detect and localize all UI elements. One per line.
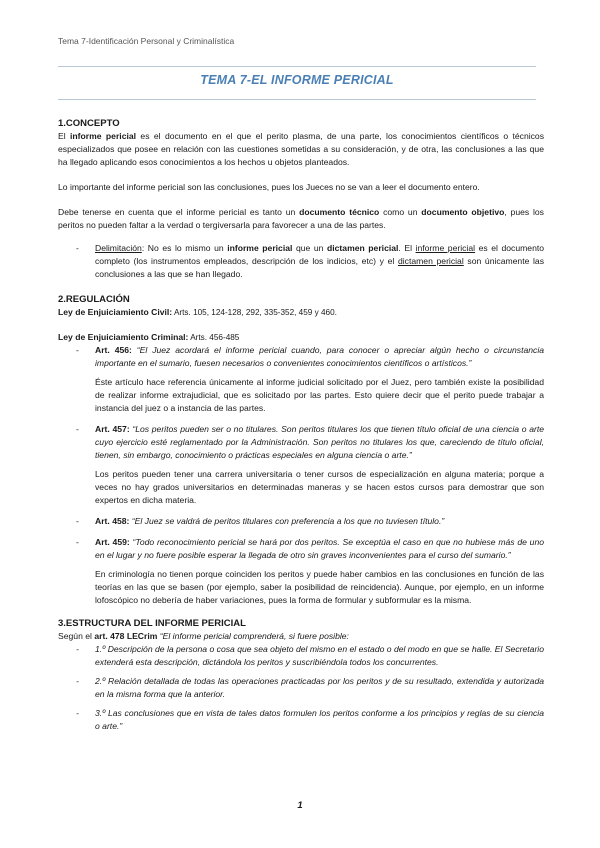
- paragraph-conclusions: Lo importante del informe pericial son las conclusiones, pues los Jueces no se van a leer el documento entero.: [58, 182, 480, 192]
- section-heading-estructura: 3.ESTRUCTURA DEL INFORME PERICIAL: [58, 618, 246, 629]
- structure-item-3: - 3.º Las conclusiones que en vista de tales datos formulen los peritos conforme a los principios y reglas de su ciencia o arte.”: [76, 708, 544, 731]
- paragraph-objectivity: Debe tenerse en cuenta que el informe pericial es tanto un documento técnico como un documento objetivo, pues los peritos no pueden faltar a la verdad o tergiversarla para favorecer a una de las partes.: [58, 207, 544, 230]
- bullet-art-456: - Art. 456: “El Juez acordará el informe pericial cuando, para conocer o apreciar algún hecho o circunstancia importante en el sumario, fuesen necesarios o convenientes conocimientos científicos o artísticos.”: [76, 345, 545, 368]
- page-title: TEMA 7-EL INFORME PERICIAL: [200, 73, 394, 87]
- civil-law-line: Ley de Enjuiciamiento Civil: Arts. 105, 124-128, 292, 335-352, 459 y 460.: [58, 307, 337, 317]
- running-header: Tema 7-Identificación Personal y Criminalística: [58, 36, 235, 46]
- bullet-art-458: - Art. 458: “El Juez se valdrá de peritos titulares con preferencia a los que no tuviesen título.”: [76, 516, 445, 526]
- title-rule-bottom: [58, 99, 536, 100]
- note-art-456: Éste artículo hace referencia únicamente al informe judicial solicitado por el Juez, pero también existe la posibilidad de realizar informe extrajudicial, que es solicitado por las partes. Esto quiere decir que el perito puede trabajar a instancia del juez o a instancia de las partes.: [95, 377, 544, 413]
- bullet-delimitacion: - Delimitación: No es lo mismo un informe pericial que un dictamen pericial. El informe pericial es el documento completo (los instrumentos empleados, descripción de los indicios, etc) y el dictamen pericial son únicamente las conclusiones a las que se han llegado.: [76, 243, 545, 279]
- bullet-art-457: - Art. 457: “Los peritos pueden ser o no titulares. Son peritos titulares los que tienen título oficial de una ciencia o arte cuyo ejercicio esté reglamentado por la Administración. Son peritos no titulares los que, careciendo de título oficial, tienen, sin embargo, conocimiento o prácticas especiales en alguna ciencia o arte.”: [76, 424, 544, 460]
- note-art-457: Los peritos pueden tener una carrera universitaria o tener cursos de especialización en alguna materia; porque a veces no hay grados universitarios en determinadas maneras y se hacen estos cursos para demostrar que son expertos en dicha materia.: [95, 469, 544, 505]
- document-body: [58, 117, 544, 733]
- section-heading-regulacion: 2.REGULACIÓN: [58, 294, 130, 305]
- title-rule-top: [58, 66, 536, 67]
- paragraph-definition: El informe pericial es el documento en el que el perito plasma, de una parte, los conocimientos científicos o técnicos especializados que posee en relación con las cuestiones sometidas a su consideración, y de otra, las conclusiones a las que ha llegado aplicando esos conocimientos a los hechos u objetos planteados.: [58, 131, 545, 167]
- note-art-459: En criminología no tienen porque coinciden los peritos y puede haber cambios en las conclusiones en función de las teorías en las que se basen (por ejemplo, saber la posibilidad de reincidencia). Aunque, por ejemplo, en un informe lofoscópico no debería de haber variaciones, pues la forma de formular y subformular es la misma.: [95, 569, 544, 605]
- structure-intro: Según el art. 478 LECrim “El informe pericial comprenderá, si fuere posible:: [58, 631, 349, 641]
- structure-item-2: - 2.º Relación detallada de todas las operaciones practicadas por los peritos y de su resultado, extendida y autorizada en la misma forma que la anterior.: [76, 676, 544, 699]
- criminal-law-line: Ley de Enjuiciamiento Criminal: Arts. 456-485: [58, 332, 240, 342]
- page-number: 1: [297, 800, 303, 811]
- section-heading-concepto: 1.CONCEPTO: [58, 118, 120, 129]
- bullet-art-459: - Art. 459: “Todo reconocimiento pericial se hará por dos peritos. Se exceptúa el caso en que no hubiese más de uno en el lugar y no fuere posible esperar la llegada de otro sin graves inconvenientes para el curso del sumario.”: [76, 537, 544, 560]
- structure-item-1: - 1.º Descripción de la persona o cosa que sea objeto del mismo en el estado o del modo en que se halle. El Secretario extenderá esta descripción, dictándola los peritos y suscribiéndola todos los concurrentes.: [76, 644, 544, 667]
